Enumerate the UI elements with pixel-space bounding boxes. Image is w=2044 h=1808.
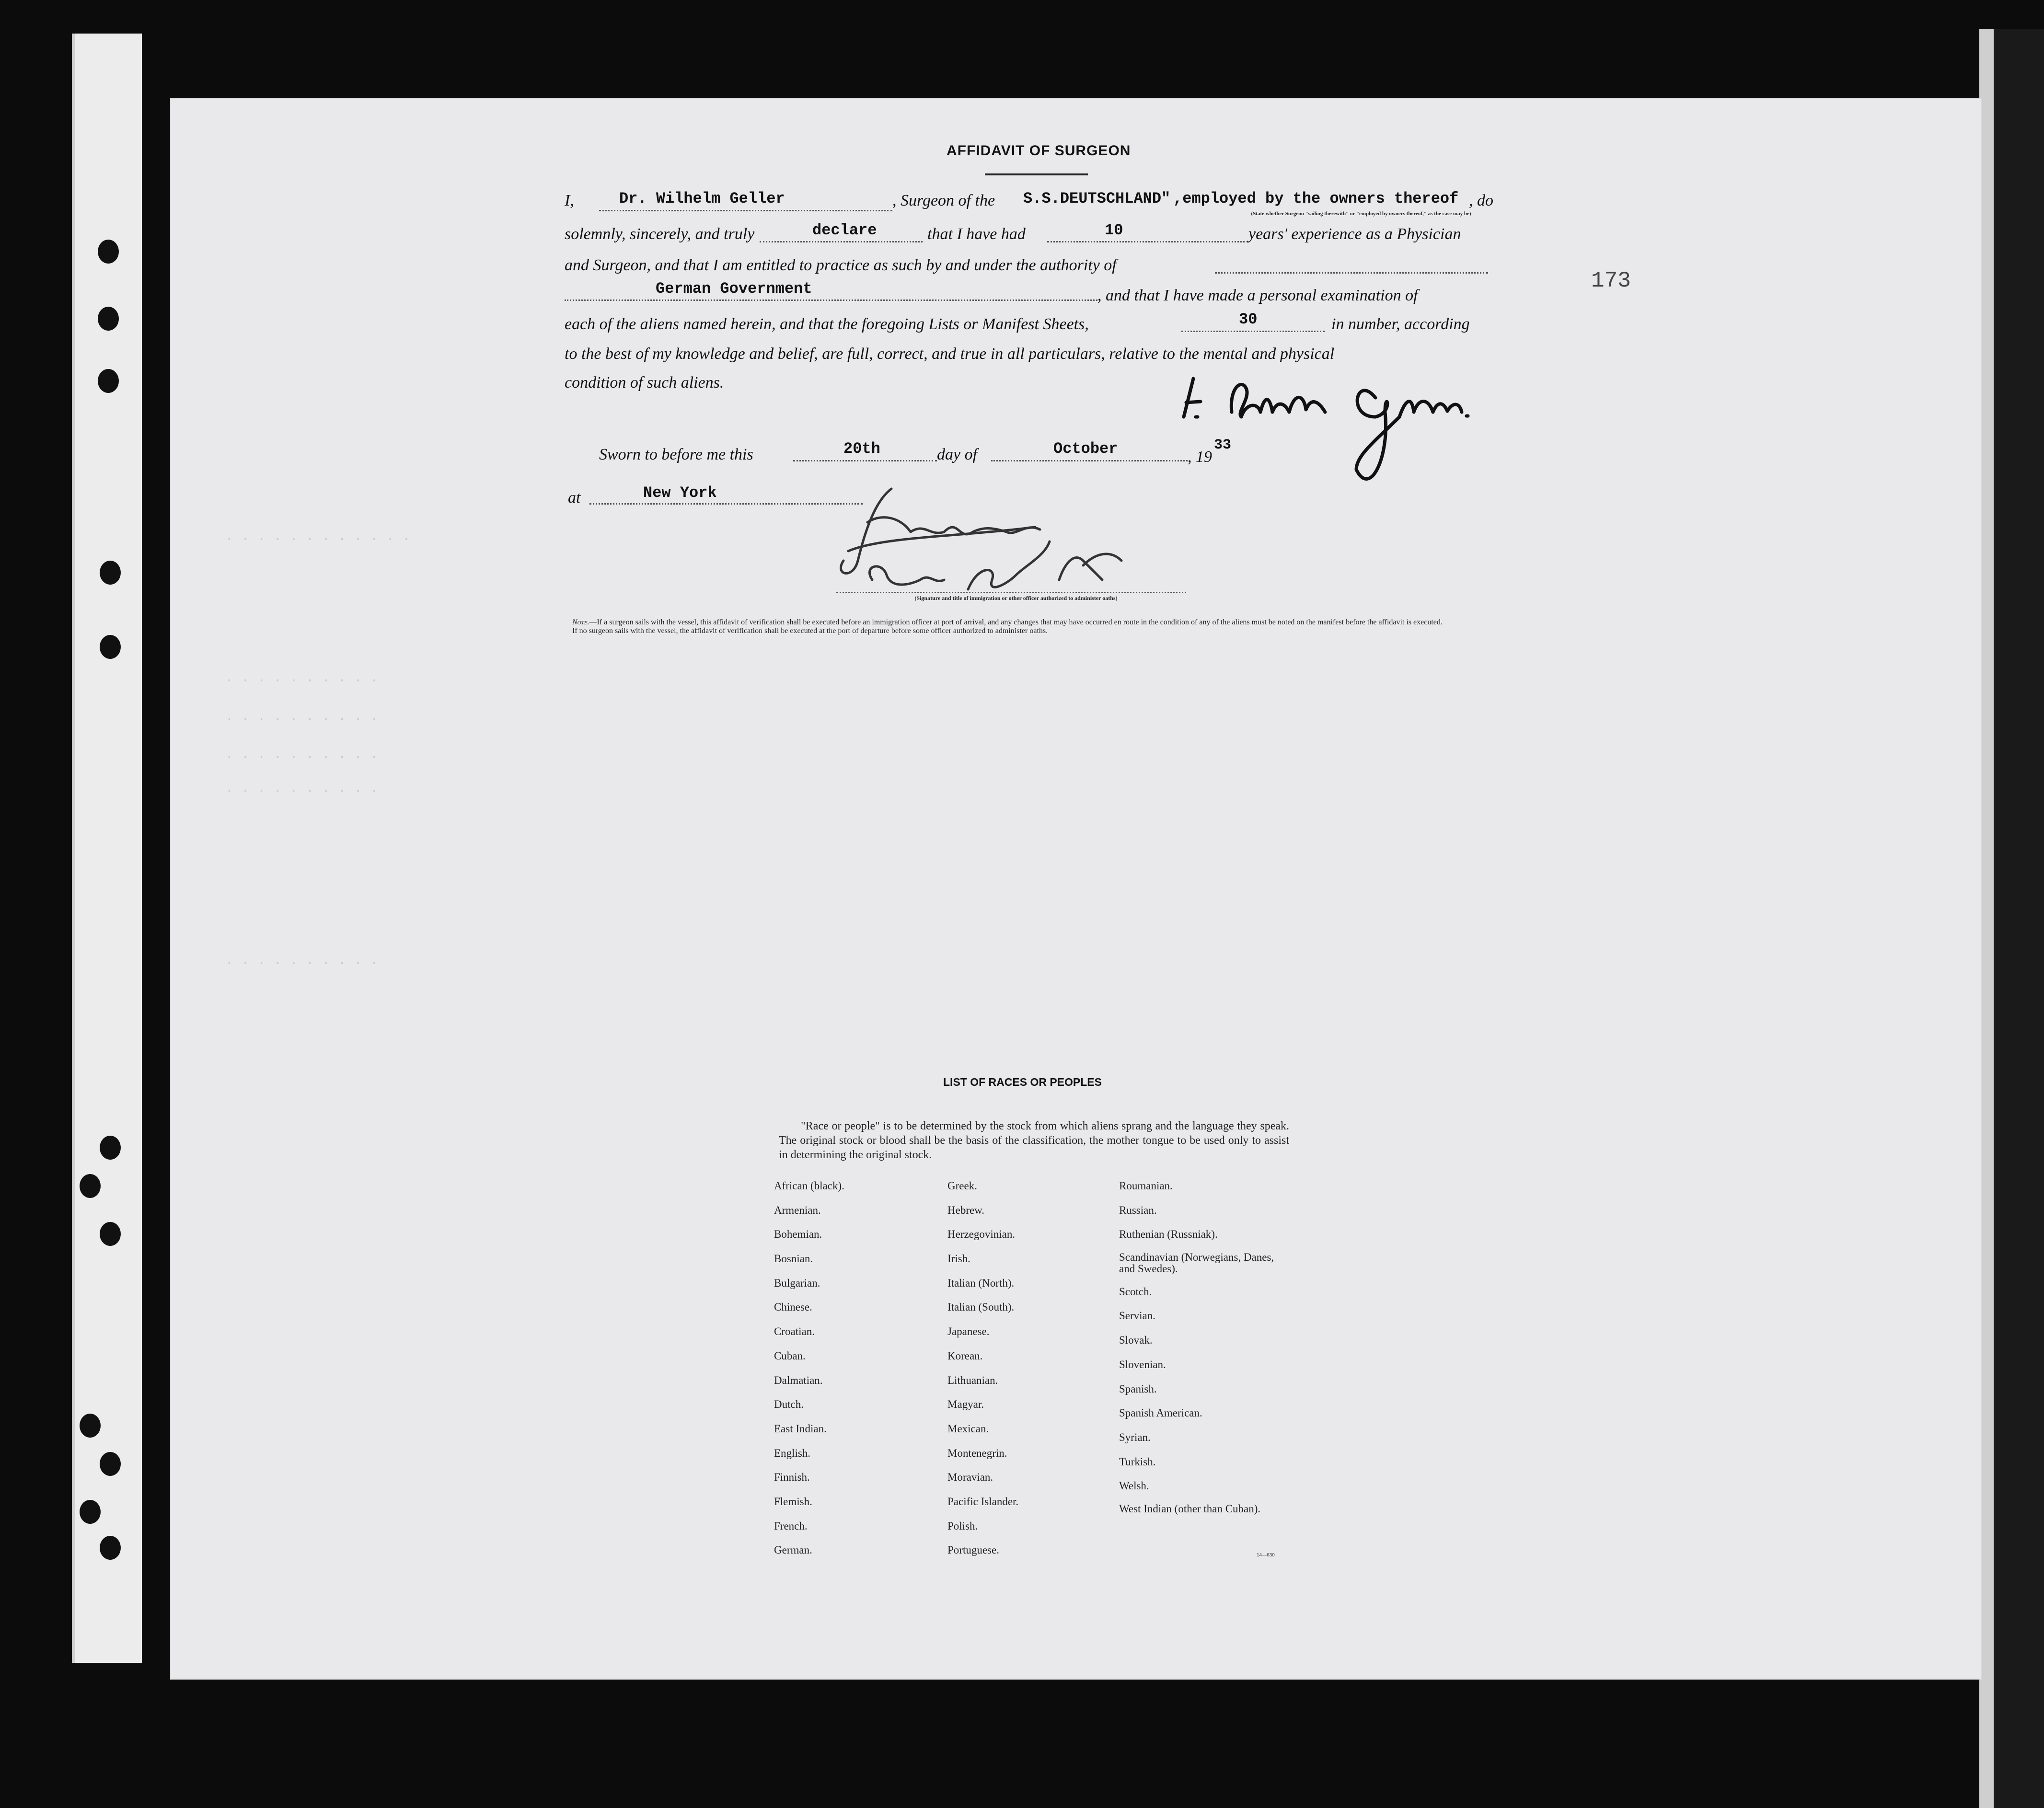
text-in-number: in number, according (1331, 315, 1470, 333)
race-item: Scandinavian (Norwegians, Danes, and Swedes). (1119, 1251, 1274, 1275)
punch-hole (80, 1414, 101, 1438)
vessel-value: S.S.DEUTSCHLAND" (1023, 190, 1171, 207)
race-item: Roumanian. (1119, 1180, 1173, 1192)
bleed-through: . . . . . . . . . . (225, 781, 379, 796)
sworn-month-value: October (1053, 440, 1118, 458)
race-item: Syrian. (1119, 1431, 1151, 1443)
race-item: Slovak. (1119, 1334, 1153, 1347)
fill-line (1215, 272, 1488, 274)
fill-line (793, 460, 937, 461)
punch-hole (100, 1222, 121, 1246)
officer-signature (815, 484, 1189, 628)
race-item: East Indian. (774, 1422, 827, 1435)
race-item: Hebrew. (947, 1204, 985, 1216)
punch-hole (80, 1500, 101, 1524)
punch-hole (100, 1452, 121, 1476)
race-item: Servian. (1119, 1310, 1156, 1322)
form-number: 14—630 (1257, 1553, 1275, 1558)
text-at: at (568, 489, 581, 507)
race-item: Slovenian. (1119, 1358, 1166, 1370)
race-item: Bosnian. (774, 1253, 813, 1265)
punch-hole (100, 1536, 121, 1560)
races-column-3 (1119, 1179, 1292, 1525)
race-item: Pacific Islander. (947, 1495, 1019, 1508)
affidavit-title: AFFIDAVIT OF SURGEON (947, 143, 1131, 159)
race-item: Korean. (947, 1349, 983, 1362)
race-item: Polish. (947, 1520, 978, 1532)
fill-line (565, 299, 1097, 301)
years-value: 10 (1105, 221, 1123, 239)
races-column-2 (947, 1179, 1018, 1567)
race-item: Japanese. (947, 1325, 990, 1338)
race-item: Dutch. (774, 1398, 804, 1411)
vessel-note: (State whether Surgeon "sailing therewith" or "employed by owners thereof," as the case may be) (1251, 211, 1471, 217)
bleed-through: . . . . . . . . . . . . (225, 530, 411, 544)
note-text-2: If no surgeon sails with the vessel, the affidavit of verification shall be executed at the port of departure before some officer authorized to administer oaths. (572, 627, 1048, 635)
punch-hole (100, 561, 121, 585)
fill-line (760, 241, 923, 242)
punch-hole (98, 240, 119, 264)
officer-caption: (Signature and title of immigration or other officer authorized to administer oaths) (914, 595, 1118, 601)
race-item: Armenian. (774, 1204, 821, 1216)
text-surgeon-of: , Surgeon of the (892, 192, 995, 209)
bleed-through: . . . . . . . . . . (225, 671, 379, 686)
race-item: Lithuanian. (947, 1374, 998, 1386)
bleed-through: . . . . . . . . . . (225, 748, 379, 762)
race-item: Italian (North). (947, 1277, 1015, 1289)
employment-value: ,employed by the owners thereof (1173, 190, 1459, 207)
races-title: LIST OF RACES OR PEOPLES (943, 1076, 1102, 1088)
race-item: Magyar. (947, 1398, 984, 1411)
fill-line (599, 210, 892, 211)
race-item: German. (774, 1544, 812, 1556)
text-personal-examination: , and that I have made a personal examination of (1097, 287, 1418, 304)
note (565, 618, 1499, 635)
race-item: Turkish. (1119, 1455, 1156, 1468)
fill-line (836, 592, 1186, 593)
race-item: Irish. (947, 1253, 970, 1265)
race-item: Herzegovinian. (947, 1228, 1016, 1241)
sworn-year-value: 33 (1214, 437, 1232, 453)
race-item: Scotch. (1119, 1285, 1152, 1298)
text-do: , do (1469, 192, 1493, 209)
text-i: I, (565, 192, 574, 209)
bleed-through: . . . . . . . . . . (225, 709, 379, 724)
punch-hole (98, 307, 119, 331)
text-years-experience: years' experience as a Physician (1248, 225, 1461, 243)
binding-edge (1979, 29, 2044, 1808)
text-solemnly: solemnly, sincerely, and truly (565, 225, 755, 243)
surgeon-signature (1174, 345, 1510, 498)
punch-hole (100, 1136, 121, 1160)
race-item: African (black). (774, 1180, 844, 1192)
races-intro: "Race or people" is to be determined by the stock from which aliens sprang and the language they speak. The original stock or blood shall be the basis of the classification, the mother tongue to be used only to assist in determining the original stock. (779, 1120, 1289, 1161)
text-year-prefix: , 19 (1188, 448, 1212, 466)
race-item: Chinese. (774, 1301, 812, 1313)
title-underline (985, 173, 1088, 175)
text-that-i-have-had: that I have had (927, 225, 1026, 243)
note-text-1: —If a surgeon sails with the vessel, this affidavit of verification shall be executed before an immigration officer at port of arrival, and any changes that may have occurred en route in the condition of any of the aliens must be noted on the manifest before the affidavit is executed. (589, 618, 1443, 626)
race-item: French. (774, 1520, 808, 1532)
page-number: 173 (1591, 268, 1631, 293)
race-item: Bulgarian. (774, 1277, 820, 1289)
authority-value: German Government (656, 280, 812, 298)
text-and-surgeon: and Surgeon, and that I am entitled to practice as such by and under the authority of (565, 256, 1117, 274)
race-item: Flemish. (774, 1495, 812, 1508)
race-item: Montenegrin. (947, 1447, 1007, 1459)
race-item: Portuguese. (947, 1544, 999, 1556)
race-item: Cuban. (774, 1349, 806, 1362)
note-label: Note. (572, 618, 589, 626)
manifest-page (170, 98, 1982, 1680)
text-each-of-the-aliens: each of the aliens named herein, and that the foregoing Lists or Manifest Sheets, (565, 315, 1089, 333)
race-item: Dalmatian. (774, 1374, 823, 1386)
place-value: New York (643, 484, 717, 502)
race-item: Ruthenian (Russniak). (1119, 1228, 1218, 1241)
race-item: Russian. (1119, 1204, 1157, 1216)
race-item: Croatian. (774, 1325, 815, 1338)
fill-line (1181, 331, 1325, 332)
surgeon-name-value: Dr. Wilhelm Geller (619, 190, 785, 207)
race-item: Finnish. (774, 1471, 810, 1484)
race-item: Bohemian. (774, 1228, 822, 1241)
race-item: Welsh. (1119, 1480, 1149, 1492)
sworn-day-value: 20th (843, 440, 880, 458)
punch-hole (98, 369, 119, 393)
punch-hole (80, 1174, 101, 1198)
race-item: West Indian (other than Cuban). (1119, 1502, 1261, 1515)
text-condition: condition of such aliens. (565, 374, 724, 392)
sheets-value: 30 (1239, 311, 1258, 328)
bleed-through: . . . . . . . . . . (225, 954, 379, 968)
punch-hole (100, 635, 121, 659)
race-item: Spanish American. (1119, 1407, 1202, 1419)
race-item: English. (774, 1447, 811, 1459)
race-item: Mexican. (947, 1422, 989, 1435)
text-best-of-knowledge: to the best of my knowledge and belief, are full, correct, and true in all particulars, relative to the mental and physical (565, 345, 1335, 363)
perforated-strip (72, 34, 142, 1663)
race-item: Greek. (947, 1180, 977, 1192)
fill-line (991, 460, 1188, 461)
declare-value: declare (812, 221, 877, 239)
race-item: Moravian. (947, 1471, 993, 1484)
race-item: Italian (South). (947, 1301, 1015, 1313)
fill-line (1047, 241, 1248, 242)
text-day-of: day of (937, 446, 978, 463)
races-column-1 (774, 1179, 844, 1567)
text-sworn: Sworn to before me this (599, 446, 753, 463)
race-item: Spanish. (1119, 1382, 1157, 1395)
